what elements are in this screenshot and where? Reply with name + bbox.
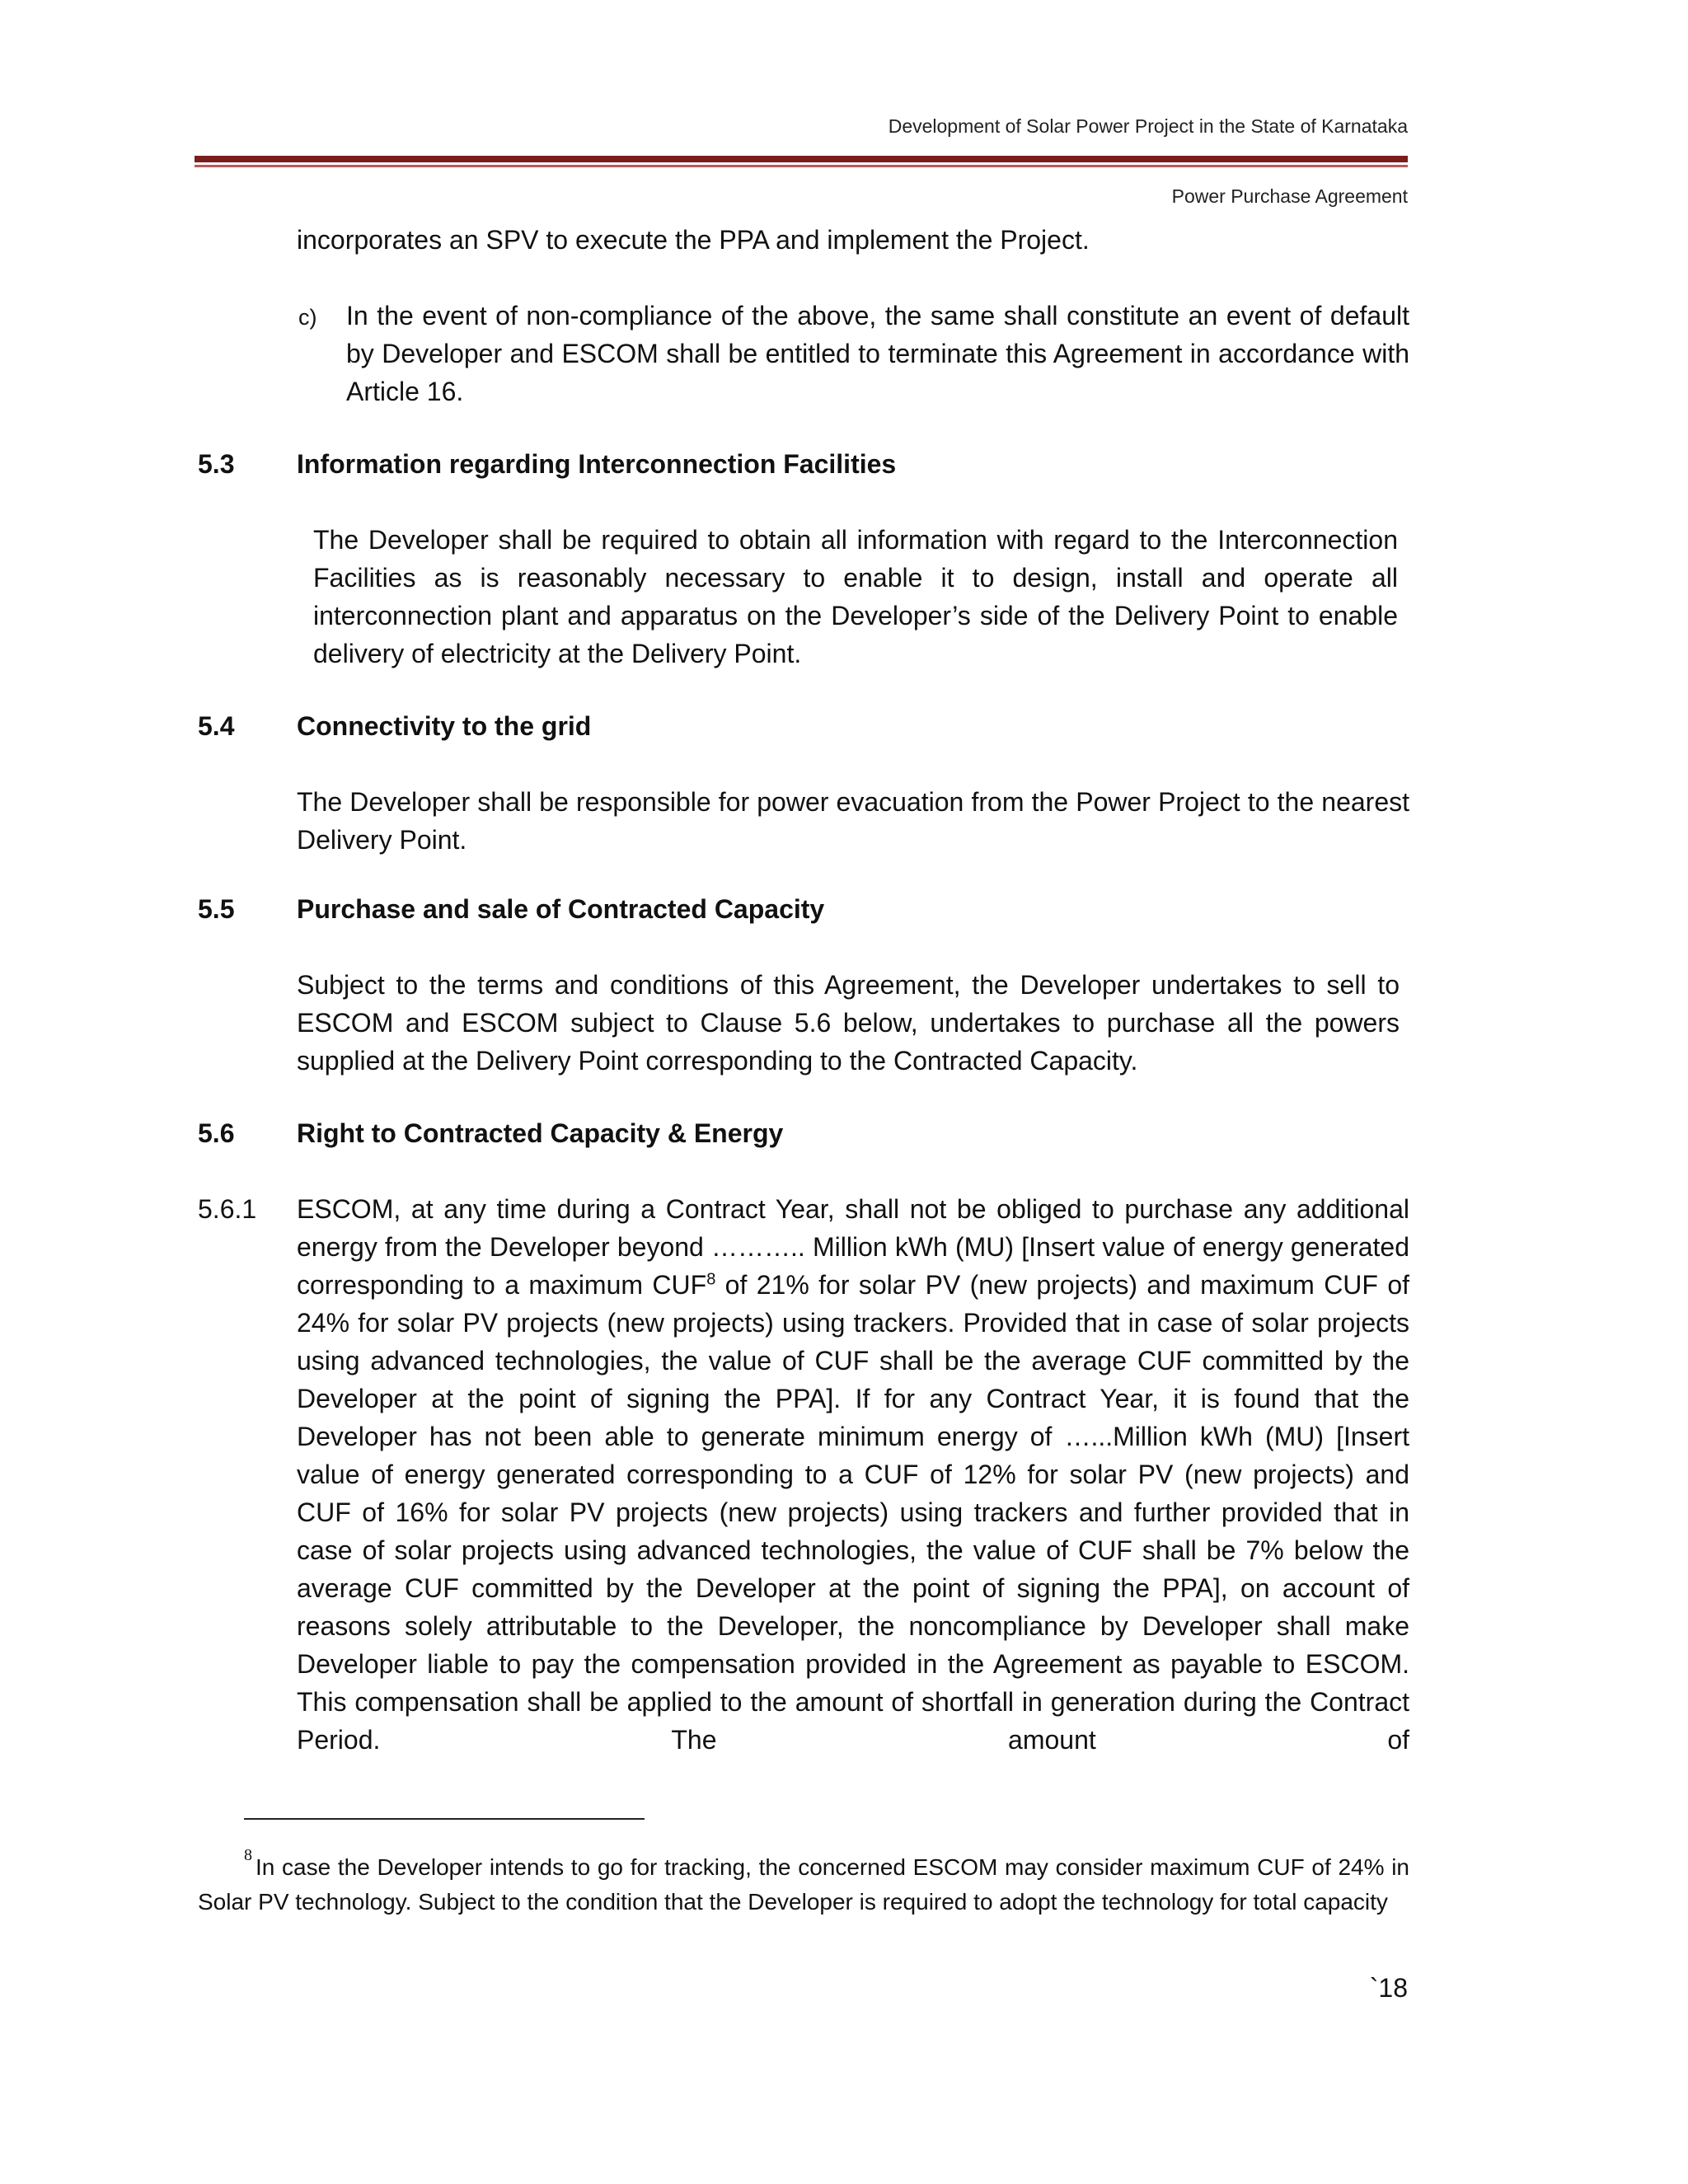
footnote-text: In case the Developer intends to go for tracking, the concerned ESCOM may consider maximum CUF of 24% in Solar PV technology. Subject to the condition that the Developer is required to adopt the technology for total capacity bbox=[198, 1854, 1409, 1915]
section-heading: Purchase and sale of Contracted Capacity bbox=[297, 894, 825, 924]
section-number: 5.4 bbox=[198, 711, 235, 741]
section-heading: Right to Contracted Capacity & Energy bbox=[297, 1118, 784, 1148]
section-number: 5.5 bbox=[198, 894, 235, 924]
header-rule-thin bbox=[195, 165, 1408, 167]
section-paragraph: The Developer shall be required to obtain all information with regard to the Interconnection Facilities as is reasonably necessary to enable it to design, install and operate all interconnection plant and apparatus on the Developer’s side of the Delivery Point to enable delivery of electricity at the Delivery Point. bbox=[313, 525, 1398, 668]
list-item-text: In the event of non-compliance of the above, the same shall constitute an event of default by Developer and ESCOM shall be entitled to terminate this Agreement in accordance with Article 16. bbox=[346, 301, 1409, 406]
clause-number: 5.6.1 bbox=[198, 1194, 257, 1224]
section-number: 5.6 bbox=[198, 1118, 235, 1148]
list-item-marker: c) bbox=[298, 305, 317, 330]
section-paragraph: Subject to the terms and conditions of this Agreement, the Developer undertakes to sell to ESCOM and ESCOM subject to Clause 5.6 below, undertakes to purchase all the powers supplied at the Delivery Point corresponding to the Contracted Capacity. bbox=[297, 970, 1400, 1076]
section-heading: Connectivity to the grid bbox=[297, 711, 592, 741]
header-subtitle: Power Purchase Agreement bbox=[1171, 185, 1408, 207]
header-rule bbox=[195, 156, 1408, 162]
header-title: Development of Solar Power Project in the State of Karnataka bbox=[888, 115, 1408, 137]
section-heading: Information regarding Interconnection Facilities bbox=[297, 449, 897, 479]
clause-paragraph bbox=[297, 1190, 1409, 1759]
clause-text: ESCOM, at any time during a Contract Year, shall not be obliged to purchase any additional energy from the Developer beyond ……….. Million kWh (MU) [Insert value of energy generated corresponding to a maximum CUF bbox=[297, 1194, 1409, 1300]
clause-text-continued: of 21% for solar PV (new projects) and maximum CUF of 24% for solar PV projects (new projects) using trackers. Provided that in case of solar projects using advanced technologies, the value of CUF shall be the average CUF committed by the Developer at the point of signing the PPA]. If for any Contract Year, it is found that the Developer has not been able to generate minimum energy of …...Million kWh (MU) [Insert value of energy generated corresponding to a CUF of 12% for solar PV (new projects) and CUF of 16% for solar PV projects (new projects) using trackers and further provided that in case of solar projects using advanced technologies, the value of CUF shall be 7% below the average CUF committed by the Developer at the point of signing the PPA], on account of reasons solely attributable to the Developer, the noncompliance by Developer shall make Developer liable to pay the compensation provided in the Agreement as payable to ESCOM. This compensation shall be applied to the amount of shortfall in generation during the Contract Period. The amount of bbox=[297, 1270, 1410, 1755]
footnote-marker: 8 bbox=[244, 1846, 252, 1864]
footnote bbox=[198, 1846, 1409, 1919]
footnote-reference[interactable]: 8 bbox=[706, 1270, 716, 1289]
section-number: 5.3 bbox=[198, 449, 235, 479]
continued-paragraph: incorporates an SPV to execute the PPA and implement the Project. bbox=[297, 225, 1090, 255]
page-number: `18 bbox=[1369, 1973, 1408, 2003]
section-paragraph: The Developer shall be responsible for power evacuation from the Power Project to the nearest Delivery Point. bbox=[297, 787, 1409, 855]
footnote-separator bbox=[244, 1818, 645, 1820]
